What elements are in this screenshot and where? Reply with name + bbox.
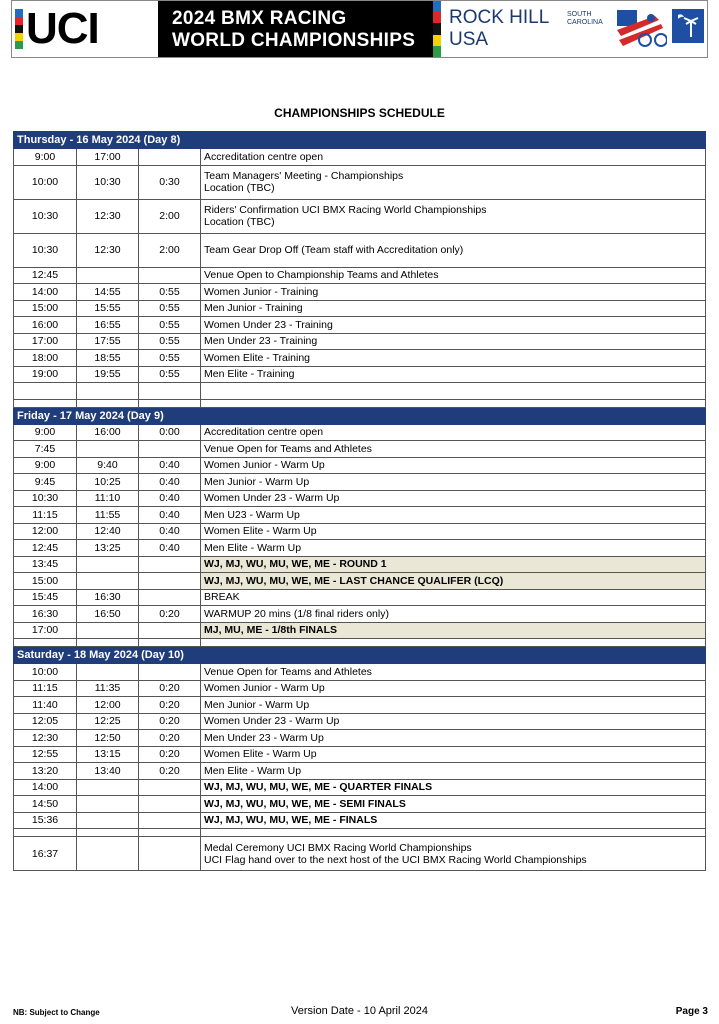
end-time-cell [77,267,139,284]
end-time-cell: 16:55 [77,317,139,334]
start-time-cell: 13:20 [14,763,77,780]
activity-text: WJ, MJ, WU, MU, WE, ME - FINALS [204,814,378,827]
schedule-row [14,366,706,383]
activity-text: WARMUP 20 mins (1/8 final riders only) [204,607,389,620]
schedule-row [14,713,706,730]
activity-subtext: Location (TBC) [204,216,275,228]
schedule-row [14,300,706,317]
duration-cell: 0:00 [139,424,201,441]
activity-text: WJ, MJ, WU, MU, WE, ME - LAST CHANCE QUALIFER (LCQ) [204,574,504,587]
activity-cell [201,399,706,407]
schedule-row [14,399,706,407]
end-time-cell [77,573,139,590]
schedule-row [14,490,706,507]
activity-text: Men Under 23 - Training [204,335,318,348]
activity-text: WJ, MJ, WU, MU, WE, ME - SEMI FINALS [204,797,406,810]
start-time-cell: 17:00 [14,622,77,639]
schedule-table [13,131,706,871]
duration-cell [139,399,201,407]
schedule-row [14,474,706,491]
start-time-cell [14,639,77,647]
activity-cell [201,573,706,590]
schedule-row [14,523,706,540]
activity-text: Men Junior - Warm Up [204,698,310,711]
start-time-cell: 10:30 [14,233,77,267]
end-time-cell: 15:55 [77,300,139,317]
end-time-cell: 14:55 [77,284,139,301]
activity-cell [201,556,706,573]
start-time-cell: 12:05 [14,713,77,730]
activity-cell [201,796,706,813]
end-time-cell [77,399,139,407]
start-time-cell: 14:50 [14,796,77,813]
activity-cell [201,366,706,383]
start-time-cell [14,399,77,407]
start-time-cell: 9:00 [14,149,77,166]
duration-cell: 0:55 [139,350,201,367]
end-time-cell: 16:30 [77,589,139,606]
activity-text: BREAK [204,591,240,604]
start-time-cell [14,829,77,837]
duration-cell [139,837,201,871]
start-time-cell: 15:36 [14,812,77,829]
us-flag-rider-icon [615,6,667,52]
activity-text: Women Junior - Warm Up [204,459,325,472]
end-time-cell: 13:25 [77,540,139,557]
start-time-cell: 7:45 [14,441,77,458]
end-time-cell: 18:55 [77,350,139,367]
sc-palmetto-flag-icon [672,9,704,43]
schedule-row [14,680,706,697]
activity-cell [201,639,706,647]
schedule-row [14,556,706,573]
duration-cell [139,664,201,681]
schedule-row [14,383,706,400]
end-time-cell: 19:55 [77,366,139,383]
end-time-cell: 17:00 [77,149,139,166]
duration-cell: 0:40 [139,507,201,524]
end-time-cell [77,664,139,681]
activity-cell [201,267,706,284]
end-time-cell [77,837,139,871]
host-state-line1: SOUTH [567,11,592,18]
schedule-row [14,284,706,301]
start-time-cell: 16:30 [14,606,77,623]
activity-cell [201,284,706,301]
activity-cell [201,523,706,540]
end-time-cell [77,829,139,837]
duration-cell: 2:00 [139,199,201,233]
duration-cell: 0:55 [139,300,201,317]
activity-cell [201,333,706,350]
duration-cell [139,267,201,284]
end-time-cell [77,812,139,829]
activity-cell [201,746,706,763]
duration-cell: 0:30 [139,165,201,199]
start-time-cell: 14:00 [14,284,77,301]
footer-page-number: Page 3 [675,1006,708,1017]
end-time-cell: 11:35 [77,680,139,697]
activity-cell [201,457,706,474]
end-time-cell [77,556,139,573]
activity-cell [201,589,706,606]
end-time-cell [77,796,139,813]
schedule-row [14,149,706,166]
duration-cell: 0:20 [139,746,201,763]
host-country: USA [449,29,489,50]
start-time-cell: 14:00 [14,779,77,796]
start-time-cell: 15:45 [14,589,77,606]
end-time-cell: 10:25 [77,474,139,491]
activity-text: Accreditation centre open [204,426,324,439]
activity-cell [201,317,706,334]
schedule-row [14,639,706,647]
rainbow-divider [433,1,441,57]
duration-cell: 0:40 [139,523,201,540]
duration-cell [139,441,201,458]
start-time-cell [14,383,77,400]
activity-text: Women Elite - Warm Up [204,525,317,538]
end-time-cell [77,779,139,796]
end-time-cell: 12:50 [77,730,139,747]
end-time-cell: 12:30 [77,233,139,267]
duration-cell [139,383,201,400]
schedule-row [14,507,706,524]
duration-cell: 0:40 [139,474,201,491]
schedule-row [14,573,706,590]
schedule-row [14,317,706,334]
duration-cell: 0:55 [139,284,201,301]
activity-text: Team Managers' Meeting - Championships [204,170,404,182]
footer-note: NB: Subject to Change [13,1008,100,1017]
uci-logo-text: UCI [26,4,99,53]
host-state [567,11,603,27]
activity-text: Venue Open to Championship Teams and Athletes [204,269,439,282]
activity-text: Women Under 23 - Training [204,318,333,331]
day-header-row [14,407,706,424]
schedule-row [14,829,706,837]
schedule-row [14,165,706,199]
end-time-cell: 10:30 [77,165,139,199]
duration-cell [139,149,201,166]
start-time-cell: 12:00 [14,523,77,540]
activity-subtext: Location (TBC) [204,182,275,194]
activity-cell [201,812,706,829]
activity-text: Team Gear Drop Off (Team staff with Accreditation only) [204,244,464,256]
end-time-cell: 11:10 [77,490,139,507]
start-time-cell: 10:00 [14,664,77,681]
activity-text: Venue Open for Teams and Athletes [204,442,372,455]
duration-cell: 0:20 [139,680,201,697]
activity-text: Men Elite - Warm Up [204,764,302,777]
host-city-logo [441,1,707,57]
start-time-cell: 12:45 [14,267,77,284]
duration-cell [139,573,201,590]
activity-cell [201,199,706,233]
start-time-cell: 11:40 [14,697,77,714]
start-time-cell: 12:45 [14,540,77,557]
activity-cell [201,165,706,199]
schedule-row [14,622,706,639]
end-time-cell: 11:55 [77,507,139,524]
duration-cell: 0:55 [139,333,201,350]
duration-cell: 0:55 [139,366,201,383]
schedule-row [14,796,706,813]
activity-cell [201,779,706,796]
activity-cell [201,233,706,267]
start-time-cell: 10:30 [14,490,77,507]
schedule-row [14,763,706,780]
duration-cell [139,556,201,573]
activity-text: Venue Open for Teams and Athletes [204,665,372,678]
schedule-row [14,233,706,267]
duration-cell: 0:20 [139,713,201,730]
activity-text: Women Elite - Warm Up [204,748,317,761]
activity-text: Accreditation centre open [204,150,324,163]
schedule-row [14,730,706,747]
schedule-row [14,424,706,441]
duration-cell: 0:40 [139,540,201,557]
schedule-row [14,606,706,623]
schedule-row [14,746,706,763]
activity-text: Men Junior - Warm Up [204,475,310,488]
activity-cell [201,149,706,166]
start-time-cell: 9:45 [14,474,77,491]
activity-text: Men U23 - Warm Up [204,508,300,521]
start-time-cell: 16:37 [14,837,77,871]
host-state-line2: CAROLINA [567,19,603,26]
activity-cell [201,713,706,730]
activity-text: MJ, MU, ME - 1/8th FINALS [204,624,338,637]
activity-text: Women Elite - Training [204,351,311,364]
schedule-row [14,779,706,796]
duration-cell [139,589,201,606]
uci-rainbow-stripes [15,9,23,49]
end-time-cell: 9:40 [77,457,139,474]
activity-text: Women Under 23 - Warm Up [204,715,340,728]
activity-cell [201,540,706,557]
end-time-cell [77,441,139,458]
day-title: Thursday - 16 May 2024 (Day 8) [14,132,706,149]
start-time-cell: 17:00 [14,333,77,350]
start-time-cell: 9:00 [14,457,77,474]
activity-cell [201,606,706,623]
end-time-cell: 12:25 [77,713,139,730]
duration-cell: 0:40 [139,490,201,507]
end-time-cell [77,622,139,639]
activity-text: Men Junior - Training [204,302,303,315]
schedule-row [14,199,706,233]
duration-cell: 0:20 [139,730,201,747]
start-time-cell: 12:55 [14,746,77,763]
activity-text: Women Under 23 - Warm Up [204,492,340,505]
duration-cell: 0:40 [139,457,201,474]
activity-cell [201,350,706,367]
activity-cell [201,424,706,441]
activity-text: Women Junior - Training [204,285,319,298]
activity-cell [201,507,706,524]
end-time-cell: 17:55 [77,333,139,350]
activity-subtext: UCI Flag hand over to the next host of the UCI BMX Racing World Championships [204,853,587,866]
uci-logo [12,1,158,57]
event-title-line2: WORLD CHAMPIONSHIPS [172,30,416,51]
activity-text: Women Junior - Warm Up [204,682,325,695]
duration-cell [139,622,201,639]
duration-cell: 2:00 [139,233,201,267]
duration-cell: 0:20 [139,697,201,714]
activity-cell [201,441,706,458]
page-title: CHAMPIONSHIPS SCHEDULE [274,106,445,120]
schedule-row [14,441,706,458]
start-time-cell: 12:30 [14,730,77,747]
duration-cell [139,779,201,796]
activity-text: WJ, MJ, WU, MU, WE, ME - ROUND 1 [204,558,387,571]
end-time-cell: 13:15 [77,746,139,763]
day-title: Friday - 17 May 2024 (Day 9) [14,407,706,424]
schedule-row [14,267,706,284]
end-time-cell: 12:40 [77,523,139,540]
end-time-cell: 13:40 [77,763,139,780]
start-time-cell: 9:00 [14,424,77,441]
footer-version-date: Version Date - 10 April 2024 [291,1005,428,1017]
activity-cell [201,730,706,747]
activity-cell [201,490,706,507]
start-time-cell: 18:00 [14,350,77,367]
activity-text: Men Elite - Warm Up [204,541,302,554]
start-time-cell: 10:30 [14,199,77,233]
activity-cell [201,474,706,491]
start-time-cell: 11:15 [14,680,77,697]
activity-cell [201,664,706,681]
schedule-row [14,589,706,606]
end-time-cell: 16:00 [77,424,139,441]
activity-cell [201,300,706,317]
activity-text: WJ, MJ, WU, MU, WE, ME - QUARTER FINALS [204,781,433,794]
duration-cell: 0:20 [139,763,201,780]
end-time-cell [77,639,139,647]
start-time-cell: 16:00 [14,317,77,334]
duration-cell [139,639,201,647]
activity-cell [201,697,706,714]
activity-text: Medal Ceremony UCI BMX Racing World Championships [204,841,472,854]
activity-cell [201,837,706,871]
schedule-row [14,664,706,681]
duration-cell: 0:20 [139,606,201,623]
day-header-row [14,647,706,664]
duration-cell [139,812,201,829]
duration-cell: 0:55 [139,317,201,334]
activity-cell [201,763,706,780]
start-time-cell: 11:15 [14,507,77,524]
activity-text: Riders' Confirmation UCI BMX Racing World Championships [204,204,487,216]
end-time-cell: 12:30 [77,199,139,233]
schedule-row [14,350,706,367]
day-title: Saturday - 18 May 2024 (Day 10) [14,647,706,664]
end-time-cell: 12:00 [77,697,139,714]
start-time-cell: 15:00 [14,300,77,317]
start-time-cell: 19:00 [14,366,77,383]
host-city-name: ROCK HILL [449,7,550,28]
schedule-row [14,812,706,829]
activity-cell [201,829,706,837]
schedule-row [14,697,706,714]
duration-cell [139,829,201,837]
day-header-row [14,132,706,149]
event-title-block [158,1,433,57]
schedule-row [14,457,706,474]
activity-text: Men Elite - Training [204,368,295,381]
event-title-line1: 2024 BMX RACING [172,8,347,29]
start-time-cell: 10:00 [14,165,77,199]
start-time-cell: 15:00 [14,573,77,590]
end-time-cell: 16:50 [77,606,139,623]
schedule-row [14,837,706,871]
header-banner [11,0,708,58]
activity-cell [201,622,706,639]
schedule-row [14,333,706,350]
activity-cell [201,383,706,400]
activity-text: Men Under 23 - Warm Up [204,731,324,744]
end-time-cell [77,383,139,400]
activity-cell [201,680,706,697]
schedule-row [14,540,706,557]
duration-cell [139,796,201,813]
start-time-cell: 13:45 [14,556,77,573]
